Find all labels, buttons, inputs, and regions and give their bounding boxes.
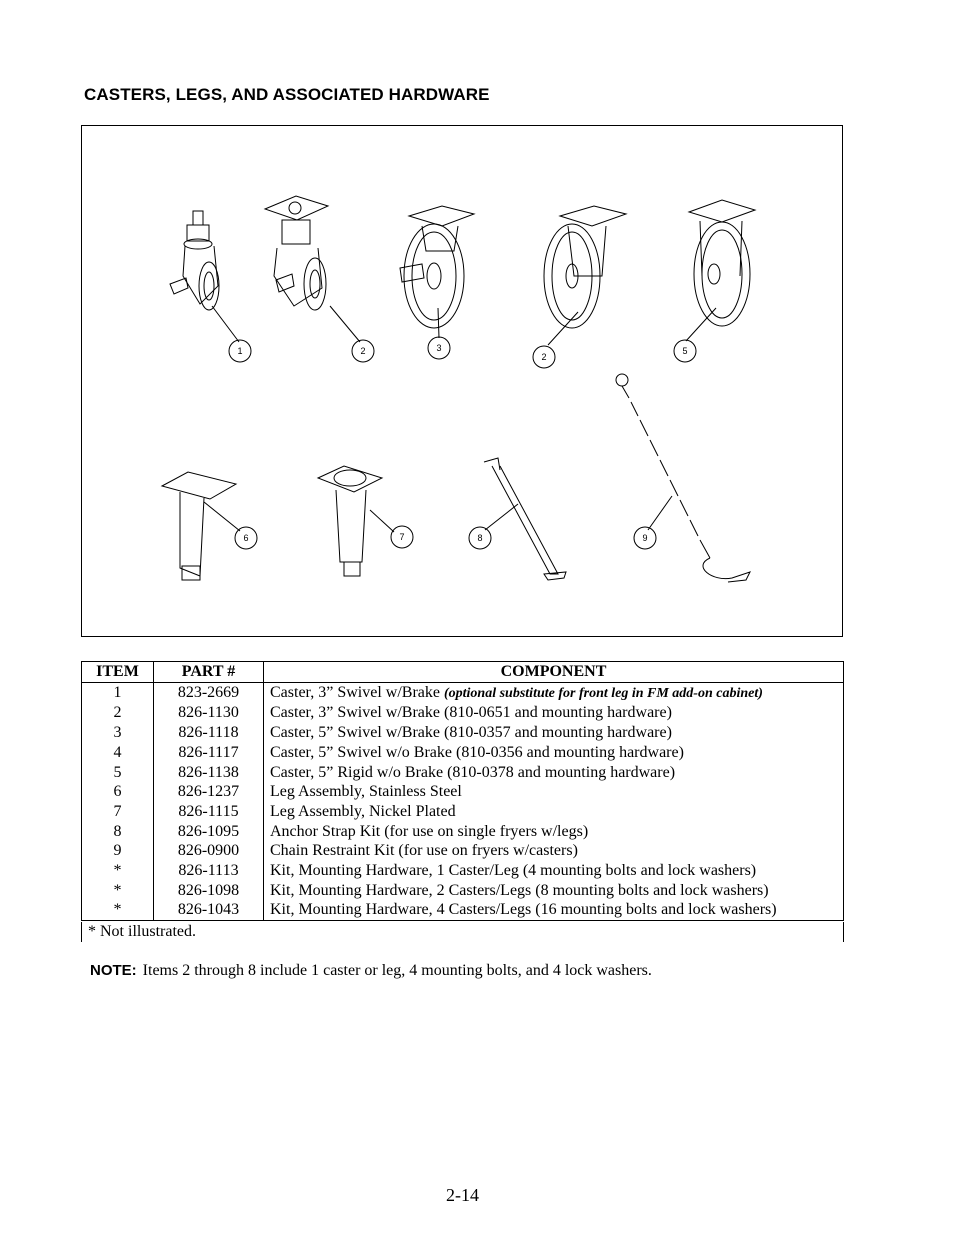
- callouts: [229, 337, 696, 549]
- item-cell: 5: [82, 763, 154, 783]
- part-cell: 826-1117: [154, 743, 264, 763]
- item-cell: *: [82, 900, 154, 920]
- table-row: [82, 802, 844, 822]
- table-row: [82, 900, 844, 920]
- item-cell: 2: [82, 703, 154, 723]
- component-cell: Chain Restraint Kit (for use on fryers w/casters): [264, 841, 844, 861]
- chain-restraint-illustration: [616, 374, 750, 582]
- page-number: 2-14: [446, 1185, 479, 1205]
- component-cell: Leg Assembly, Nickel Plated: [264, 802, 844, 822]
- component-cell: Caster, 3” Swivel w/Brake (810-0651 and mounting hardware): [264, 703, 844, 723]
- part-cell: 826-1098: [154, 881, 264, 901]
- callout-2: 2: [360, 346, 366, 356]
- note-paragraph: [90, 962, 652, 980]
- part-cell: 826-1237: [154, 782, 264, 802]
- part-cell: 826-1113: [154, 861, 264, 881]
- leg-nickel-illustration: [318, 466, 382, 576]
- callout-1: 1: [237, 346, 243, 356]
- item-cell: 4: [82, 743, 154, 763]
- callout-4: 2: [541, 352, 547, 362]
- component-cell: Kit, Mounting Hardware, 2 Casters/Legs (8 mounting bolts and lock washers): [264, 881, 844, 901]
- caster-3in-plate-illustration: [265, 196, 328, 310]
- component-cell: Caster, 5” Swivel w/Brake (810-0357 and mounting hardware): [264, 723, 844, 743]
- callout-9: 9: [642, 533, 648, 543]
- note-label: NOTE:: [90, 962, 137, 979]
- caster-3in-stem-illustration: [170, 211, 219, 310]
- part-cell: 826-1043: [154, 900, 264, 920]
- item-cell: 7: [82, 802, 154, 822]
- item-cell: 6: [82, 782, 154, 802]
- table-row: [82, 861, 844, 881]
- part-cell: 826-0900: [154, 841, 264, 861]
- table-header-row: [82, 662, 844, 683]
- table-row: [82, 822, 844, 842]
- table-row: [82, 782, 844, 802]
- callout-5: 5: [682, 346, 688, 356]
- component-cell: Leg Assembly, Stainless Steel: [264, 782, 844, 802]
- callout-8: 8: [477, 533, 483, 543]
- table-row: [82, 763, 844, 783]
- item-cell: 1: [82, 682, 154, 703]
- anchor-strap-illustration: [484, 458, 566, 580]
- footnote-text: * Not illustrated.: [88, 923, 196, 940]
- item-cell: *: [82, 861, 154, 881]
- table-row: [82, 703, 844, 723]
- parts-table: [81, 661, 844, 921]
- component-cell: Anchor Strap Kit (for use on single fryers w/legs): [264, 822, 844, 842]
- callout-7: 7: [399, 532, 405, 542]
- caster-5in-rigid-illustration: [689, 200, 755, 326]
- section-heading: CASTERS, LEGS, AND ASSOCIATED HARDWARE: [84, 85, 490, 104]
- component-note: (optional substitute for front leg in FM add-on cabinet): [443, 685, 763, 701]
- part-cell: 826-1138: [154, 763, 264, 783]
- item-cell: 3: [82, 723, 154, 743]
- leg-stainless-illustration: [162, 472, 236, 580]
- part-cell: 826-1130: [154, 703, 264, 723]
- parts-illustration: [81, 125, 843, 637]
- part-cell: 826-1118: [154, 723, 264, 743]
- header-part: PART #: [154, 662, 264, 683]
- table-row: [82, 881, 844, 901]
- note-text: Items 2 through 8 include 1 caster or leg, 4 mounting bolts, and 4 lock washers.: [142, 962, 652, 979]
- header-item: ITEM: [82, 662, 154, 683]
- header-component: COMPONENT: [264, 662, 844, 683]
- part-cell: 826-1095: [154, 822, 264, 842]
- table-row: [82, 723, 844, 743]
- item-cell: 8: [82, 822, 154, 842]
- callout-3: 3: [436, 343, 442, 353]
- table-row: [82, 743, 844, 763]
- part-cell: 823-2669: [154, 682, 264, 703]
- component-cell: [264, 682, 844, 703]
- item-cell: 9: [82, 841, 154, 861]
- caster-5in-swivel-illustration: [544, 206, 626, 328]
- item-cell: *: [82, 881, 154, 901]
- component-cell: Kit, Mounting Hardware, 4 Casters/Legs (16 mounting bolts and lock washers): [264, 900, 844, 920]
- table-footnote: [81, 922, 844, 942]
- component-cell: Caster, 5” Swivel w/o Brake (810-0356 and mounting hardware): [264, 743, 844, 763]
- leader-lines: [204, 306, 716, 532]
- callout-6: 6: [243, 533, 249, 543]
- part-cell: 826-1115: [154, 802, 264, 822]
- caster-5in-brake-illustration: [400, 206, 474, 328]
- table-row: [82, 682, 844, 703]
- component-cell: Kit, Mounting Hardware, 1 Caster/Leg (4 mounting bolts and lock washers): [264, 861, 844, 881]
- table-row: [82, 841, 844, 861]
- component-cell: Caster, 5” Rigid w/o Brake (810-0378 and mounting hardware): [264, 763, 844, 783]
- component-text: Caster, 3” Swivel w/Brake: [270, 683, 444, 701]
